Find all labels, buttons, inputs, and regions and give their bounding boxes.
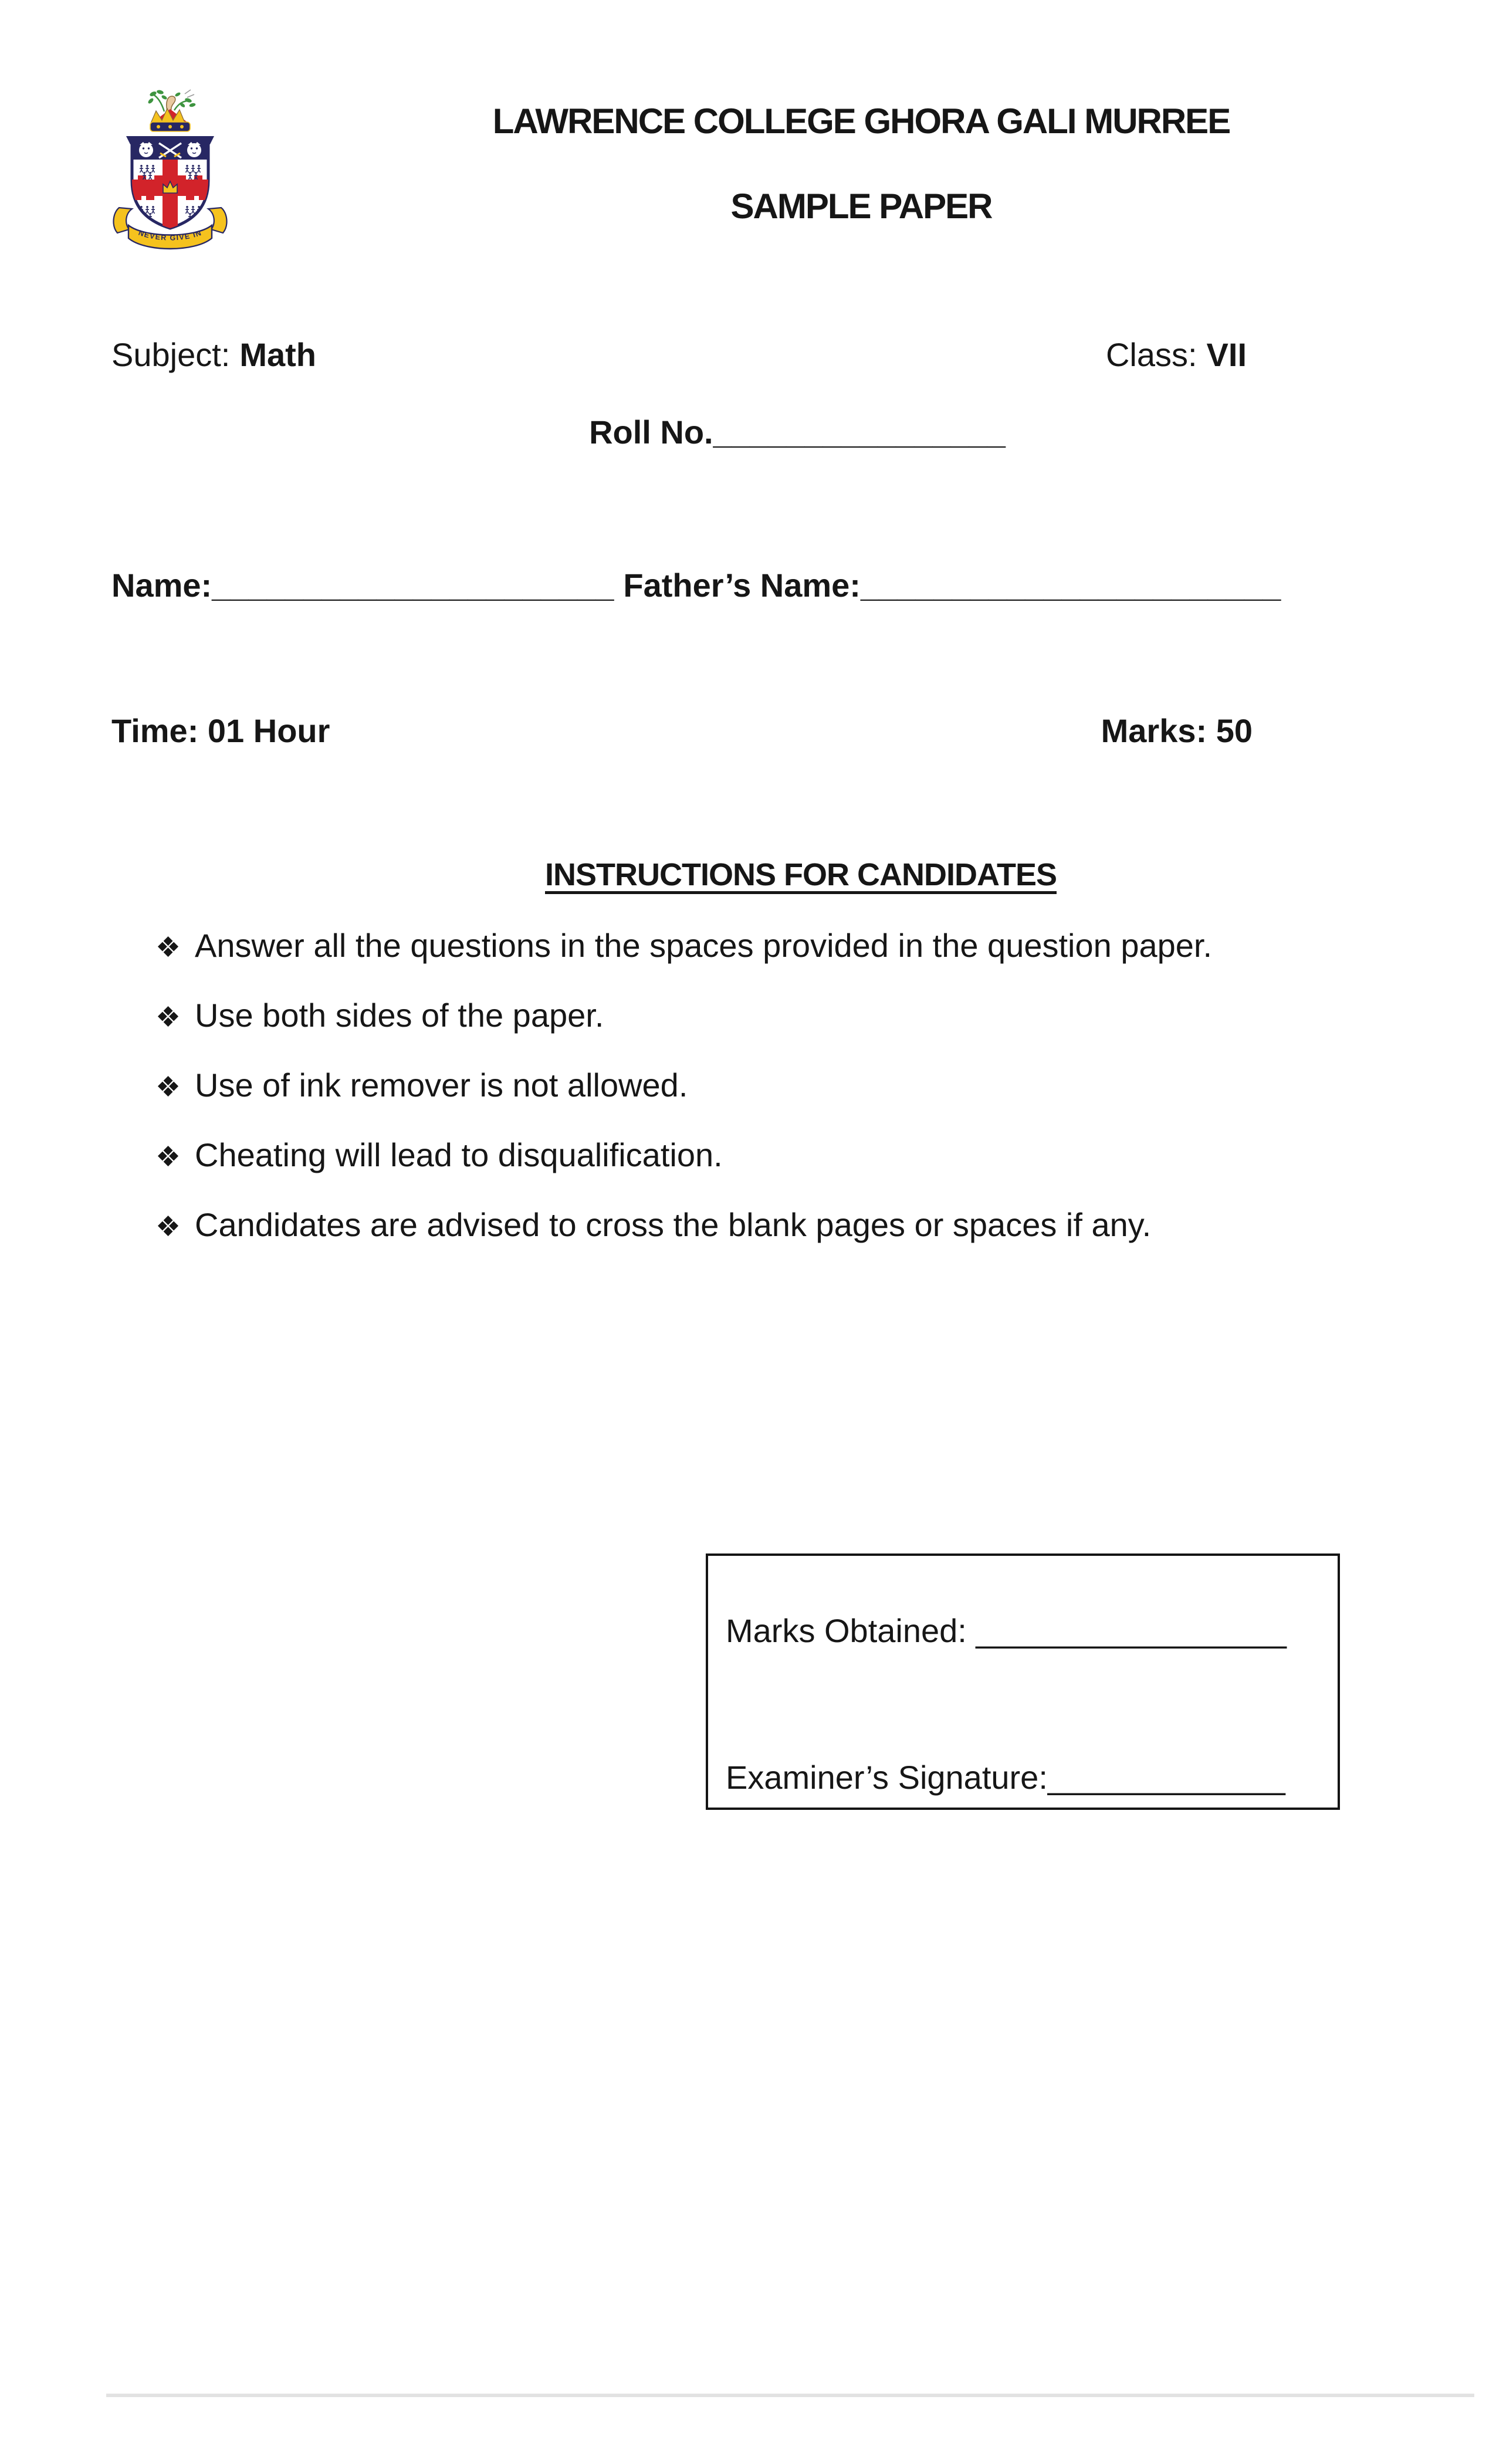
instruction-item (155, 1069, 1212, 1104)
roll-label: Roll No. (589, 414, 713, 451)
name-line (111, 569, 1281, 602)
footer-divider (106, 2394, 1474, 2397)
crest-coronet-icon (150, 109, 190, 131)
header (226, 101, 1496, 226)
instruction-text: Cheating will lead to disqualification. (195, 1136, 723, 1173)
subject-label: Subject: (111, 336, 231, 373)
marks-obtained-label: Marks Obtained: (726, 1612, 967, 1649)
father-name-label: Father’s Name: (623, 567, 861, 604)
subject-line (111, 336, 316, 373)
instruction-text: Use of ink remover is not allowed. (195, 1067, 688, 1104)
marks-obtained-blank: _________________ (966, 1612, 1287, 1649)
father-name-blank: _______________________ (860, 567, 1281, 604)
bullet-diamond-icon: ❖ (155, 1001, 181, 1034)
subject-class-row (111, 336, 1247, 373)
document-title: SAMPLE PAPER (730, 187, 992, 226)
instruction-item (155, 929, 1212, 964)
instruction-text: Answer all the questions in the spaces provided in the question paper. (195, 927, 1213, 964)
bullet-diamond-icon: ❖ (155, 1071, 181, 1104)
marks-box (706, 1553, 1340, 1810)
instruction-item (155, 1206, 1212, 1243)
class-line (1105, 336, 1247, 373)
class-value: VII (1206, 336, 1247, 373)
instruction-text: Candidates are advised to cross the blank pages or spaces if any. (195, 1206, 1152, 1243)
name-blank: ______________________ (212, 567, 614, 604)
leopard-face-icon (187, 142, 201, 157)
instruction-item (155, 999, 1212, 1034)
instructions-list (155, 929, 1212, 1278)
instructions-heading: INSTRUCTIONS FOR CANDIDATES (545, 857, 1057, 892)
instruction-item (155, 1136, 1212, 1173)
bullet-diamond-icon: ❖ (155, 931, 181, 964)
time-marks-row (111, 712, 1253, 749)
roll-number-line (111, 416, 1333, 449)
subject-value: Math (239, 336, 316, 373)
examiner-signature-line (726, 1761, 1285, 1794)
bullet-diamond-icon: ❖ (155, 1140, 181, 1173)
examiner-signature-label: Examiner’s Signature: (726, 1759, 1048, 1796)
name-label: Name: (111, 567, 212, 604)
institution-title: LAWRENCE COLLEGE GHORA GALI MURREE (492, 101, 1230, 141)
total-marks-label: Marks: 50 (1101, 712, 1253, 749)
roll-blank: ________________ (713, 414, 1006, 451)
examiner-signature-blank: _____________ (1047, 1759, 1285, 1796)
crest-motto-text: NEVER GIVE IN (137, 228, 203, 242)
marks-obtained-line (726, 1612, 1287, 1649)
instruction-text: Use both sides of the paper. (195, 997, 604, 1034)
college-crest-logo (109, 87, 232, 254)
class-label: Class: (1105, 336, 1197, 373)
bullet-diamond-icon: ❖ (155, 1210, 181, 1243)
time-label: Time: 01 Hour (111, 712, 330, 749)
leopard-face-icon (139, 142, 153, 157)
crest-plume-icon (147, 89, 196, 113)
